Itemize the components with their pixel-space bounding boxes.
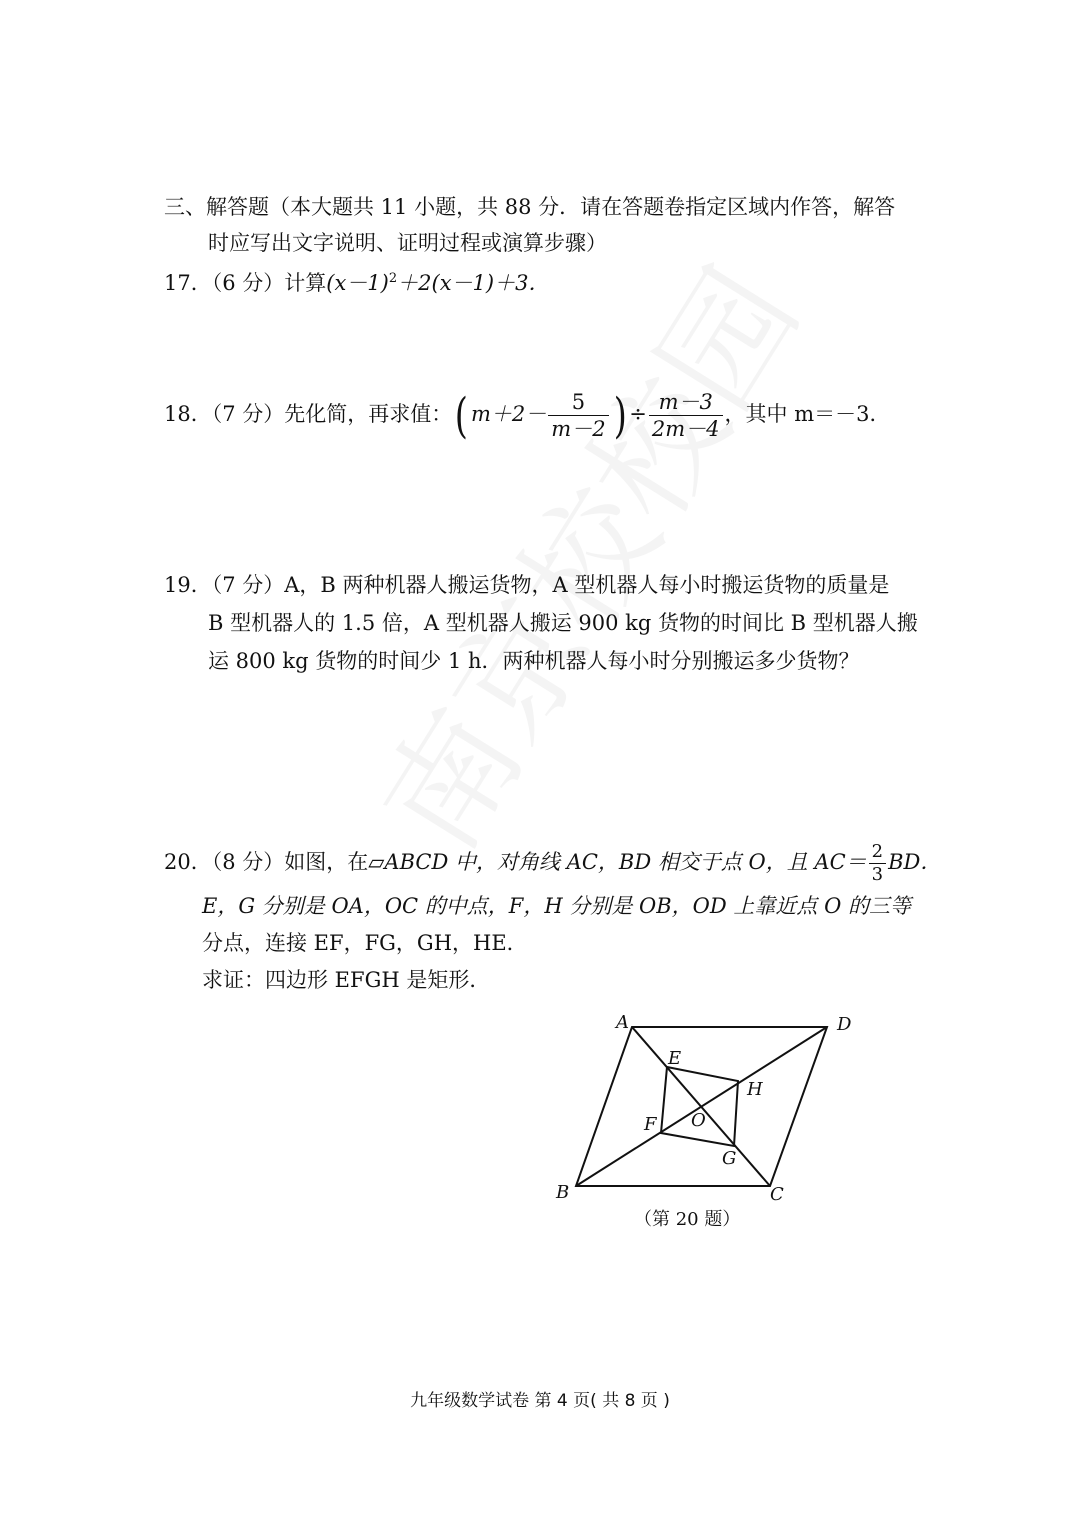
- q17-expr-a: (x－1): [326, 271, 389, 295]
- label-c: C: [770, 1184, 784, 1205]
- q17-prefix: 17．（6 分）计算: [164, 271, 327, 295]
- diagonal-bd: [576, 1027, 827, 1186]
- label-g: G: [722, 1148, 737, 1169]
- q19-line2: B 型机器人的 1.5 倍，A 型机器人搬运 900 kg 货物的时间比 B 型机器人搬: [208, 611, 918, 635]
- watermark: [330, 229, 833, 879]
- question-17: [164, 264, 549, 298]
- q17-exponent: 2: [388, 271, 398, 286]
- q18-right-paren: ): [613, 387, 627, 444]
- question-18: [164, 387, 891, 444]
- q20-l1-a: 20．（8 分）如图，在: [164, 850, 369, 874]
- label-d: D: [837, 1014, 852, 1035]
- page-footer: 九年级数学试卷 第 4 页( 共 8 页 ): [410, 1391, 670, 1411]
- label-a: A: [616, 1012, 629, 1033]
- q18-divide: ÷: [629, 402, 647, 426]
- q20-line4: 求证：四边形 EFGH 是矩形．: [202, 968, 491, 992]
- q19-line3: 运 800 kg 货物的时间少 1 h．两种机器人每小时分别搬运多少货物？: [208, 649, 860, 673]
- q18-left-paren: (: [455, 387, 469, 444]
- q20-line1: [164, 840, 941, 884]
- section-heading-line2: 时应写出文字说明、证明过程或演算步骤）: [208, 231, 607, 255]
- q20-frac-denominator: 3: [871, 863, 884, 885]
- q18-prefix: 18．（7 分）先化简，再求值：: [164, 402, 453, 426]
- label-f: F: [644, 1114, 657, 1135]
- q20-line3: 分点，连接 EF，FG，GH，HE．: [202, 931, 528, 955]
- q20-l1-c: BD．: [888, 850, 942, 874]
- q18-f2-denominator: 2m－4: [651, 416, 720, 441]
- q18-f1-numerator: 5: [548, 391, 608, 415]
- label-h: H: [747, 1079, 763, 1100]
- q18-f2-numerator: m－3: [649, 391, 723, 415]
- q18-fraction-1: [548, 391, 608, 439]
- q17-expr-b: ＋2(x－1)＋3．: [397, 271, 550, 295]
- label-e: E: [668, 1048, 682, 1069]
- q19-line1: 19．（7 分）A，B 两种机器人搬运货物，A 型机器人每小时搬运货物的质量是: [164, 573, 890, 597]
- q20-frac-numerator: 2: [869, 843, 886, 864]
- q20-line2: E，G 分别是 OA，OC 的中点，F，H 分别是 OB，OD 上靠近点 O 的三等: [202, 894, 911, 918]
- label-o: O: [691, 1110, 706, 1131]
- q18-suffix: ，其中 m＝－3．: [724, 402, 891, 426]
- quadrilateral-efgh: [661, 1067, 738, 1146]
- label-b: B: [556, 1182, 570, 1203]
- parallelogram-figure: [540, 1005, 870, 1205]
- q18-m-plus-2: m＋2－: [471, 402, 547, 426]
- q18-fraction-2: [649, 391, 723, 439]
- section-heading-line1: 三、解答题（本大题共 11 小题，共 88 分．请在答题卷指定区域内作答，解答: [164, 195, 896, 219]
- q20-l1-b: ▱ABCD 中，对角线 AC，BD 相交于点 O，且 AC＝: [368, 850, 867, 874]
- q18-f1-denominator: m－2: [551, 416, 606, 441]
- figure-caption: （第 20 题）: [634, 1209, 741, 1230]
- q20-fraction: [869, 840, 886, 885]
